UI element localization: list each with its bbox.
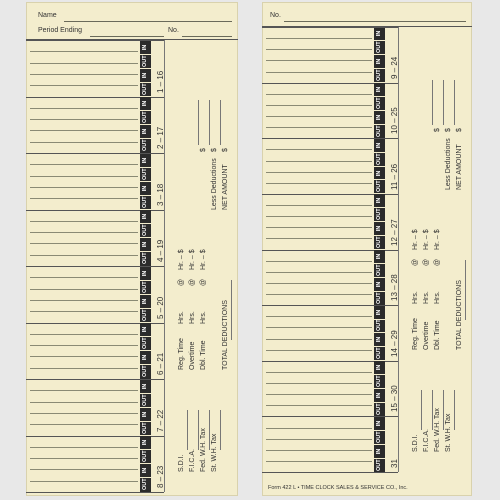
write-line	[266, 183, 372, 184]
in-out-text: OUT	[142, 139, 148, 152]
in-out-text: IN	[142, 185, 148, 192]
dbl-time-label: Dbl. Time	[434, 320, 441, 350]
write-line	[266, 261, 372, 262]
hrs-label: Hrs.	[189, 311, 196, 324]
write-line	[266, 216, 372, 217]
in-out-text: OUT	[142, 478, 148, 491]
in-out-cell	[374, 111, 385, 124]
st-wh-tax-label: St. W.H. Tax	[211, 433, 218, 472]
in-out-cell	[374, 333, 385, 346]
write-line	[266, 428, 372, 429]
day-label: 15 – 30	[390, 385, 399, 413]
in-out-text: OUT	[376, 97, 382, 109]
total-deductions-line	[465, 260, 466, 320]
amount-line	[220, 100, 221, 145]
in-out-text: OUT	[142, 422, 148, 434]
in-out-text: OUT	[142, 168, 148, 180]
write-line	[30, 119, 138, 120]
in-out-cell	[140, 408, 151, 421]
in-out-cell	[374, 222, 385, 235]
dollar-label: $	[456, 128, 463, 132]
fed-wh-tax-label: Fed. W.H. Tax	[434, 408, 441, 452]
write-line	[30, 390, 138, 391]
in-out-text: IN	[376, 392, 382, 399]
write-line	[266, 60, 372, 61]
write-line	[266, 339, 372, 340]
in-out-cell	[374, 375, 385, 388]
in-out-cell	[374, 167, 385, 180]
at-label: @	[434, 258, 441, 266]
in-out-cell	[374, 153, 385, 166]
less-deductions-label: Less Deductions	[211, 158, 218, 210]
write-line	[30, 108, 138, 109]
in-out-text: OUT	[142, 252, 148, 265]
in-out-cell	[374, 55, 385, 68]
in-out-cell	[140, 69, 151, 82]
in-out-text: OUT	[142, 55, 148, 67]
in-out-cell	[374, 139, 385, 152]
write-line	[266, 383, 372, 384]
in-out-text: OUT	[376, 403, 382, 415]
write-line	[266, 227, 372, 228]
day-label: 10 – 25	[390, 107, 399, 135]
dollar-label: $	[222, 148, 229, 152]
in-out-text: OUT	[142, 196, 148, 208]
in-out-text: OUT	[142, 337, 148, 350]
in-out-text: OUT	[376, 292, 382, 304]
in-out-text: IN	[142, 100, 148, 107]
at-label: @	[178, 278, 185, 286]
write-line	[266, 127, 372, 128]
hr-dollar-label: Hr. – $	[189, 249, 196, 270]
fica-label: F.I.C.A.	[423, 429, 430, 452]
day-label: 31	[390, 459, 399, 468]
hr-dollar-label: Hr. – $	[434, 229, 441, 250]
in-out-text: IN	[142, 383, 148, 389]
write-line	[30, 198, 138, 199]
amount-line	[187, 410, 188, 450]
in-out-text: IN	[142, 270, 148, 276]
time-card-left	[26, 2, 238, 496]
amount-line	[443, 390, 444, 430]
in-out-cell	[140, 139, 151, 152]
in-out-text: OUT	[142, 281, 148, 293]
hr-dollar-label: Hr. – $	[200, 249, 207, 270]
write-line	[266, 450, 372, 451]
day-label: 9 – 24	[390, 56, 399, 79]
in-out-text: OUT	[142, 450, 148, 463]
in-out-cell	[140, 83, 151, 96]
in-out-cell	[374, 69, 385, 82]
total-deductions-label: TOTAL DEDUCTIONS	[222, 300, 229, 370]
in-out-text: IN	[376, 114, 382, 121]
in-out-cell	[374, 403, 385, 416]
write-line	[30, 74, 138, 75]
amount-line	[198, 100, 199, 145]
overtime-label: Overtime	[189, 341, 196, 370]
in-out-cell	[374, 417, 385, 430]
amount-line	[209, 100, 210, 145]
in-out-text: IN	[376, 364, 382, 371]
in-out-text: OUT	[376, 375, 382, 388]
in-out-cell	[140, 125, 151, 138]
write-line	[266, 205, 372, 206]
write-line	[30, 277, 138, 278]
in-out-text: IN	[376, 448, 382, 454]
write-line	[30, 130, 138, 131]
write-line	[266, 38, 372, 39]
write-line	[30, 187, 138, 188]
in-out-text: IN	[376, 198, 382, 204]
in-out-text: IN	[142, 157, 148, 163]
in-out-text: IN	[142, 72, 148, 79]
in-out-text: IN	[142, 411, 148, 418]
in-out-cell	[374, 320, 385, 333]
in-out-cell	[374, 250, 385, 263]
in-out-cell	[374, 180, 385, 193]
in-out-text: IN	[376, 59, 382, 65]
in-out-text: IN	[376, 281, 382, 288]
form-footer: Form 422 L • TIME CLOCK SALES & SERVICE CO., Inc.	[268, 485, 408, 491]
overtime-label: Overtime	[423, 321, 430, 350]
in-out-cell	[374, 41, 385, 54]
in-out-cell	[374, 28, 385, 41]
write-line	[266, 461, 372, 462]
write-line	[266, 294, 372, 295]
write-line	[30, 356, 138, 357]
amount-line	[454, 80, 455, 125]
in-out-cell	[374, 445, 385, 458]
in-out-text: OUT	[376, 152, 382, 165]
write-line	[30, 334, 138, 335]
in-out-text: OUT	[376, 347, 382, 360]
sdi-label: S.D.I.	[412, 434, 419, 452]
amount-line	[220, 410, 221, 450]
in-out-cell	[140, 365, 151, 378]
write-line	[30, 469, 138, 470]
write-line	[266, 327, 372, 328]
in-out-cell	[140, 238, 151, 251]
write-line	[30, 447, 138, 448]
write-line	[30, 243, 138, 244]
in-out-text: OUT	[142, 224, 148, 237]
in-out-cell	[140, 351, 151, 364]
in-out-cell	[140, 380, 151, 393]
hr-dollar-label: Hr. – $	[178, 249, 185, 270]
write-line	[266, 238, 372, 239]
hrs-label: Hrs.	[412, 291, 419, 304]
write-line	[30, 176, 138, 177]
in-out-text: IN	[142, 44, 148, 50]
day-label: 13 – 28	[390, 274, 399, 302]
in-out-text: IN	[376, 309, 382, 315]
at-label: @	[189, 278, 196, 286]
write-line	[266, 49, 372, 50]
in-out-cell	[140, 422, 151, 435]
in-out-text: IN	[142, 439, 148, 446]
in-out-text: OUT	[376, 69, 382, 82]
in-out-cell	[140, 55, 151, 68]
day-label: 14 – 29	[390, 330, 399, 357]
in-out-cell	[140, 196, 151, 209]
reg-time-label: Reg. Time	[178, 338, 185, 370]
in-out-cell	[374, 83, 385, 96]
in-out-cell	[140, 337, 151, 350]
in-out-cell	[374, 278, 385, 291]
in-out-cell	[140, 267, 151, 280]
dollar-label: $	[445, 128, 452, 132]
in-out-text: OUT	[376, 431, 382, 443]
write-line	[30, 232, 138, 233]
in-out-text: IN	[376, 253, 382, 260]
day-divider	[262, 472, 398, 473]
in-out-cell	[374, 459, 385, 472]
in-out-cell	[374, 208, 385, 221]
in-out-text: OUT	[142, 365, 148, 378]
fed-wh-tax-label: Fed. W.H. Tax	[200, 428, 207, 472]
in-out-text: IN	[142, 129, 148, 135]
day-label: 11 – 26	[390, 163, 399, 190]
write-line	[30, 424, 138, 425]
in-out-text: OUT	[376, 458, 382, 471]
net-amount-label: NET AMOUNT	[456, 144, 463, 190]
grid-edge	[164, 40, 165, 492]
in-out-cell	[374, 431, 385, 444]
write-line	[266, 149, 372, 150]
in-out-cell	[374, 361, 385, 374]
in-out-cell	[374, 347, 385, 360]
in-out-text: IN	[376, 31, 382, 37]
day-divider	[26, 492, 164, 493]
amount-line	[454, 390, 455, 430]
in-out-text: IN	[376, 420, 382, 427]
in-out-text: OUT	[376, 208, 382, 221]
at-label: @	[200, 278, 207, 286]
in-out-cell	[140, 464, 151, 477]
write-line	[266, 105, 372, 106]
in-out-text: IN	[142, 326, 148, 333]
write-line	[266, 272, 372, 273]
in-out-text: IN	[142, 298, 148, 305]
in-out-cell	[374, 236, 385, 249]
dollar-label: $	[434, 128, 441, 132]
dbl-time-label: Dbl. Time	[200, 340, 207, 370]
write-line	[30, 142, 138, 143]
in-out-cell	[374, 125, 385, 138]
day-label: 5 – 20	[156, 296, 165, 319]
write-line	[30, 300, 138, 301]
write-line	[30, 458, 138, 459]
in-out-text: OUT	[376, 236, 382, 249]
at-label: @	[423, 258, 430, 266]
in-out-cell	[140, 295, 151, 308]
in-out-cell	[374, 194, 385, 207]
fica-label: F.I.C.A.	[189, 449, 196, 472]
write-line	[30, 402, 138, 403]
day-label: 12 – 27	[390, 218, 399, 246]
card-number-line	[284, 21, 466, 22]
in-out-cell	[374, 389, 385, 402]
in-out-cell	[140, 97, 151, 110]
less-deductions-label: Less Deductions	[445, 138, 452, 190]
in-out-text: OUT	[376, 264, 382, 276]
name-line	[64, 21, 232, 22]
net-amount-label: NET AMOUNT	[222, 164, 229, 210]
dollar-label: $	[200, 148, 207, 152]
write-line	[266, 283, 372, 284]
in-out-text: OUT	[142, 83, 148, 95]
in-out-text: IN	[142, 355, 148, 361]
write-line	[266, 439, 372, 440]
write-line	[30, 63, 138, 64]
in-out-cell	[374, 292, 385, 305]
card-number-label: No.	[270, 12, 281, 19]
card-number-line	[182, 36, 232, 37]
grid-edge	[398, 27, 399, 472]
in-out-cell	[374, 306, 385, 319]
in-out-cell	[140, 111, 151, 124]
day-label: 6 – 21	[156, 352, 165, 375]
write-line	[30, 51, 138, 52]
write-line	[266, 116, 372, 117]
in-out-text: IN	[142, 242, 148, 248]
in-out-cell	[140, 281, 151, 294]
write-line	[30, 221, 138, 222]
write-line	[266, 405, 372, 406]
write-line	[30, 289, 138, 290]
in-out-cell	[140, 394, 151, 407]
write-line	[266, 372, 372, 373]
write-line	[30, 255, 138, 256]
amount-line	[198, 410, 199, 450]
in-out-cell	[140, 436, 151, 449]
in-out-text: OUT	[376, 180, 382, 193]
in-out-cell	[140, 154, 151, 167]
in-out-text: OUT	[142, 111, 148, 124]
day-label: 1 – 16	[156, 70, 165, 93]
in-out-text: OUT	[376, 41, 382, 54]
write-line	[266, 94, 372, 95]
amount-line	[432, 390, 433, 430]
in-out-text: OUT	[376, 125, 382, 137]
day-label: 3 – 18	[156, 183, 165, 206]
time-card-right	[262, 2, 472, 496]
amount-line	[443, 80, 444, 125]
sdi-label: S.D.I.	[178, 454, 185, 472]
in-out-cell	[374, 97, 385, 110]
in-out-text: IN	[376, 225, 382, 232]
write-line	[266, 172, 372, 173]
write-line	[266, 394, 372, 395]
day-label: 4 – 19	[156, 239, 165, 262]
hrs-label: Hrs.	[423, 291, 430, 304]
day-label: 2 – 17	[156, 126, 165, 149]
in-out-cell	[140, 323, 151, 336]
in-out-cell	[140, 224, 151, 237]
card-number-label: No.	[168, 27, 179, 34]
st-wh-tax-label: St. W.H. Tax	[445, 413, 452, 452]
in-out-text: IN	[376, 337, 382, 343]
write-line	[30, 413, 138, 414]
in-out-text: OUT	[142, 309, 148, 321]
write-line	[30, 311, 138, 312]
write-line	[266, 161, 372, 162]
in-out-cell	[140, 450, 151, 463]
hrs-label: Hrs.	[178, 311, 185, 324]
in-out-cell	[374, 264, 385, 277]
in-out-cell	[140, 168, 151, 181]
in-out-cell	[140, 252, 151, 265]
day-label: 8 – 23	[156, 465, 165, 488]
hrs-label: Hrs.	[200, 311, 207, 324]
period-ending-label: Period Ending	[38, 27, 82, 34]
amount-line	[209, 410, 210, 450]
hr-dollar-label: Hr. – $	[423, 229, 430, 250]
name-label: Name	[38, 12, 57, 19]
write-line	[30, 85, 138, 86]
write-line	[266, 350, 372, 351]
in-out-text: OUT	[142, 394, 148, 406]
write-line	[30, 481, 138, 482]
at-label: @	[412, 258, 419, 266]
in-out-cell	[140, 478, 151, 491]
in-out-text: IN	[142, 213, 148, 220]
in-out-text: IN	[376, 170, 382, 176]
in-out-text: IN	[376, 86, 382, 93]
in-out-text: IN	[376, 142, 382, 148]
write-line	[266, 72, 372, 73]
dollar-label: $	[211, 148, 218, 152]
in-out-cell	[140, 41, 151, 54]
in-out-cell	[140, 210, 151, 223]
in-out-cell	[140, 182, 151, 195]
reg-time-label: Reg. Time	[412, 318, 419, 350]
day-label: 7 – 22	[156, 409, 165, 432]
total-deductions-line	[231, 280, 232, 340]
write-line	[30, 164, 138, 165]
amount-line	[432, 80, 433, 125]
in-out-cell	[140, 309, 151, 322]
write-line	[30, 368, 138, 369]
period-ending-line	[90, 36, 164, 37]
total-deductions-label: TOTAL DEDUCTIONS	[456, 280, 463, 350]
write-line	[266, 316, 372, 317]
write-line	[30, 345, 138, 346]
hrs-label: Hrs.	[434, 291, 441, 304]
in-out-text: OUT	[376, 319, 382, 332]
in-out-text: IN	[142, 468, 148, 474]
hr-dollar-label: Hr. – $	[412, 229, 419, 250]
amount-line	[421, 390, 422, 430]
